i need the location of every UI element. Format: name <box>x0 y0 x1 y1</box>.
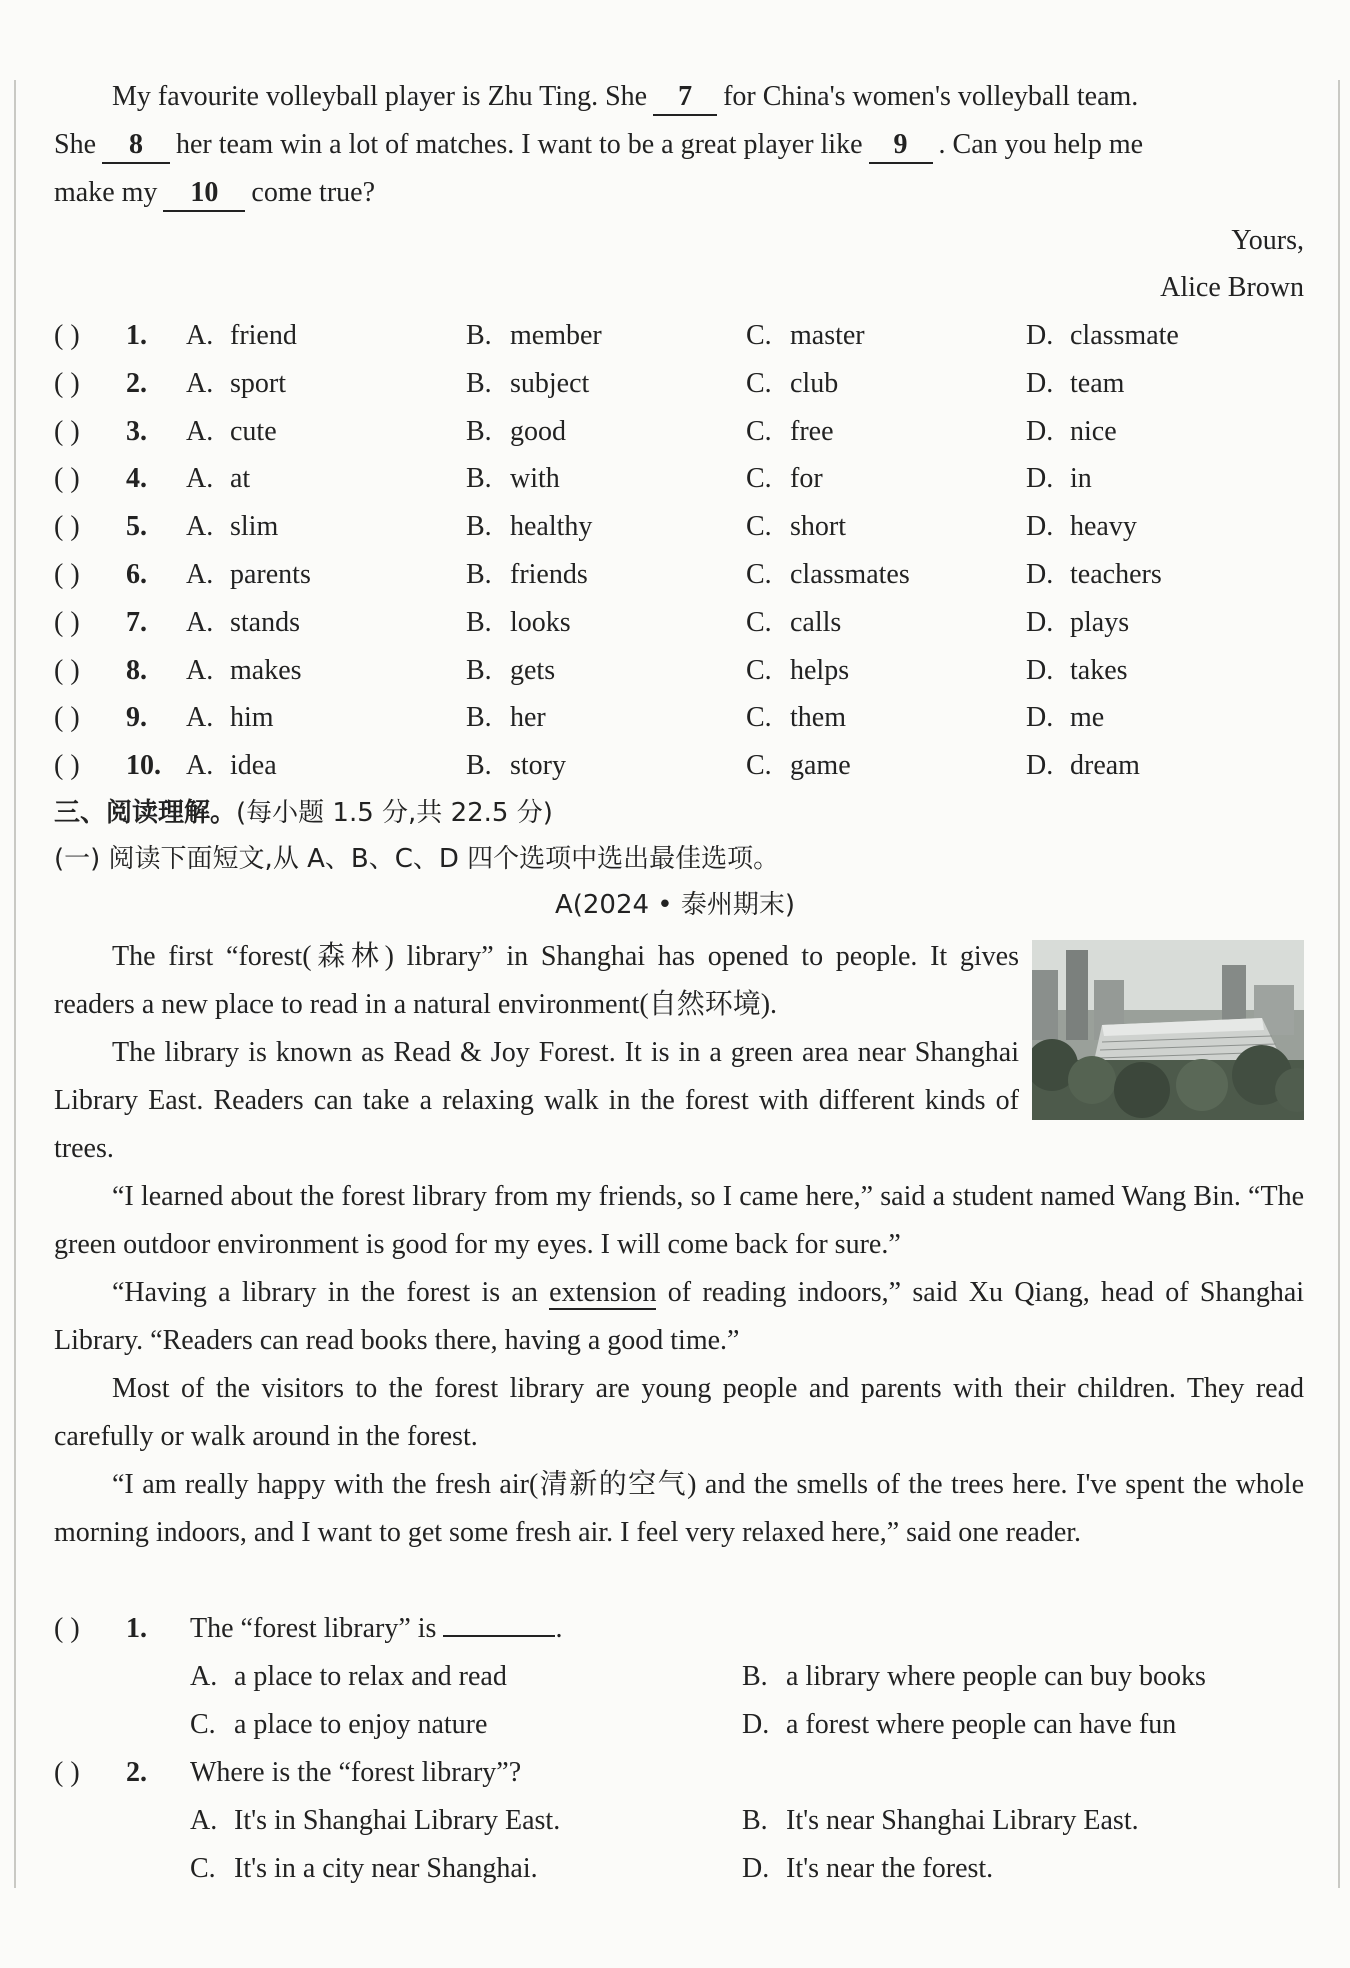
option-letter: D. <box>1026 606 1054 638</box>
cloze-option-a[interactable] <box>186 647 302 695</box>
cloze-option-a[interactable] <box>186 360 286 408</box>
cloze-option-d[interactable] <box>1026 503 1137 551</box>
cloze-number: 7. <box>126 606 147 638</box>
cloze-row-2 <box>54 360 1304 408</box>
cloze-row-10 <box>54 742 1304 790</box>
option-letter: C. <box>190 1853 216 1884</box>
question-number: 1. <box>126 1613 147 1644</box>
option-text: cute <box>230 415 277 447</box>
letter-text: My favourite volleyball player is Zhu Ting. She <box>112 81 648 112</box>
option-text: in <box>1070 463 1092 495</box>
option-text: It's near the forest. <box>786 1853 994 1884</box>
option-text: a library where people can buy books <box>786 1661 1206 1692</box>
letter-text: She <box>54 129 96 160</box>
letter-text: her team win a lot of matches. I want to be a great player like <box>176 129 863 160</box>
question-1-option-d[interactable] <box>742 1701 1176 1749</box>
cloze-option-c[interactable] <box>746 694 846 742</box>
cloze-row-8 <box>54 647 1304 695</box>
library-building-image <box>1032 940 1304 1120</box>
letter-line-1 <box>112 73 1138 121</box>
option-text: stands <box>230 606 300 638</box>
option-letter: A. <box>190 1805 218 1836</box>
option-text: team <box>1070 367 1125 399</box>
option-text: heavy <box>1070 511 1137 543</box>
cloze-option-c[interactable] <box>746 742 851 790</box>
option-letter: A. <box>186 463 214 495</box>
option-text: friend <box>230 320 297 351</box>
option-letter: C. <box>746 511 772 543</box>
cloze-option-b[interactable] <box>466 360 589 408</box>
option-letter: D. <box>1026 367 1054 399</box>
answer-paren[interactable]: ( ) <box>54 702 80 734</box>
cloze-option-b[interactable] <box>466 503 592 551</box>
answer-paren[interactable]: ( ) <box>54 654 80 686</box>
letter-text: for China's women's volleyball team. <box>723 81 1139 112</box>
option-text: short <box>790 511 846 543</box>
option-text: free <box>790 415 834 447</box>
cloze-option-c[interactable] <box>746 312 865 360</box>
cloze-option-c[interactable] <box>746 647 849 695</box>
cloze-option-d[interactable] <box>1026 551 1162 599</box>
cloze-row-5 <box>54 503 1304 551</box>
option-text: sport <box>230 367 286 399</box>
cloze-row-1 <box>54 312 1304 360</box>
cloze-row-4 <box>54 455 1304 503</box>
option-letter: D. <box>1026 320 1054 351</box>
letter-text: come true? <box>251 177 376 208</box>
option-text: slim <box>230 511 279 543</box>
option-letter: B. <box>466 559 492 590</box>
option-letter: B. <box>466 415 492 447</box>
cloze-row-9 <box>54 694 1304 742</box>
question-2-option-b[interactable] <box>742 1797 1139 1845</box>
cloze-option-d[interactable] <box>1026 599 1129 647</box>
option-letter: B. <box>742 1661 768 1692</box>
stem-end: . <box>555 1613 563 1644</box>
option-text: It's in Shanghai Library East. <box>234 1805 561 1836</box>
option-text: looks <box>510 606 571 638</box>
option-text: subject <box>510 367 590 399</box>
option-letter: C. <box>746 702 772 734</box>
question-stem <box>190 1605 562 1653</box>
question-1-option-a[interactable] <box>190 1653 507 1701</box>
option-letter: C. <box>746 654 772 686</box>
option-letter: D. <box>1026 750 1054 782</box>
stem-text: The “forest library” is <box>190 1613 437 1644</box>
question-2-option-c[interactable] <box>190 1845 538 1893</box>
option-text: a place to enjoy nature <box>234 1709 488 1740</box>
cloze-option-b[interactable] <box>466 647 555 695</box>
option-letter: C. <box>746 606 772 638</box>
question-2 <box>54 1749 1304 1797</box>
option-letter: A. <box>190 1661 218 1692</box>
underlined-word-extension: extension <box>549 1277 657 1308</box>
option-text: classmates <box>790 559 910 590</box>
cloze-option-b[interactable] <box>466 742 566 790</box>
cloze-option-d[interactable] <box>1026 694 1104 742</box>
option-letter: D. <box>1026 511 1054 543</box>
option-letter: C. <box>746 415 772 447</box>
passage-label: A(2024 • 泰州期末) <box>554 890 796 920</box>
passage-paragraph-4 <box>54 1269 1304 1365</box>
answer-paren[interactable]: ( ) <box>54 1613 80 1644</box>
cloze-option-a[interactable] <box>186 455 250 503</box>
option-text: makes <box>230 654 302 686</box>
option-text: story <box>510 750 566 782</box>
option-text: calls <box>790 606 842 638</box>
option-text: classmate <box>1070 320 1179 351</box>
stem-blank <box>443 1635 555 1637</box>
option-letter: A. <box>186 415 214 447</box>
option-letter: C. <box>746 559 772 590</box>
option-letter: C. <box>190 1709 216 1740</box>
cloze-option-d[interactable] <box>1026 312 1179 360</box>
answer-paren[interactable]: ( ) <box>54 750 80 782</box>
option-text: takes <box>1070 654 1128 686</box>
section-3-title: 三、阅读理解。 <box>54 798 237 828</box>
option-letter: B. <box>466 463 492 495</box>
option-letter: D. <box>1026 702 1054 734</box>
option-letter: A. <box>186 511 214 543</box>
cloze-option-a[interactable] <box>186 694 274 742</box>
cloze-option-a[interactable] <box>186 599 300 647</box>
question-1-option-c[interactable] <box>190 1701 487 1749</box>
cloze-row-6 <box>54 551 1304 599</box>
cloze-option-d[interactable] <box>1026 742 1140 790</box>
option-text: gets <box>510 654 556 686</box>
cloze-blank-9: 9 <box>869 128 933 164</box>
cloze-number: 3. <box>126 415 147 447</box>
passage-text: “Having a library in the forest is an <box>112 1277 538 1308</box>
cloze-row-3 <box>54 408 1304 456</box>
question-stem: Where is the “forest library”? <box>190 1757 522 1788</box>
option-text: plays <box>1070 606 1130 638</box>
option-text: for <box>790 463 823 495</box>
cloze-blank-7: 7 <box>653 80 717 116</box>
option-text: member <box>510 320 602 351</box>
cloze-option-b[interactable] <box>466 455 560 503</box>
cloze-option-b[interactable] <box>466 408 566 456</box>
option-text: teachers <box>1070 559 1162 590</box>
option-text: me <box>1070 702 1105 734</box>
answer-paren[interactable]: ( ) <box>54 511 80 543</box>
option-letter: D. <box>1026 559 1054 590</box>
option-text: them <box>790 702 846 734</box>
cloze-option-c[interactable] <box>746 360 838 408</box>
passage-paragraph-1: The first “forest(森林) library” in Shanghai has opened to people. It gives readers a new place to read in a natural environment(自然环境). <box>54 941 1019 1020</box>
cloze-number: 1. <box>126 320 147 351</box>
option-letter: D. <box>742 1853 770 1884</box>
cloze-option-b[interactable] <box>466 599 571 647</box>
option-letter: D. <box>1026 415 1054 447</box>
option-letter: C. <box>746 463 772 495</box>
option-text: club <box>790 367 839 399</box>
cloze-blank-10: 10 <box>163 176 245 212</box>
cloze-option-a[interactable] <box>186 408 277 456</box>
option-letter: A. <box>186 702 214 734</box>
cloze-option-b[interactable] <box>466 312 602 360</box>
passage-paragraph-2: The library is known as Read & Joy Forest. It is in a green area near Shanghai Library East. Readers can take a relaxing walk in the forest with different kinds of trees. <box>54 1037 1019 1164</box>
scan-edge-left <box>14 80 16 1888</box>
option-text: nice <box>1070 415 1117 447</box>
cloze-number: 4. <box>126 463 147 495</box>
option-text: a forest where people can have fun <box>786 1709 1177 1740</box>
option-letter: B. <box>466 367 492 399</box>
option-text: It's near Shanghai Library East. <box>786 1805 1139 1836</box>
option-text: at <box>230 463 251 495</box>
option-letter: C. <box>746 367 772 399</box>
cloze-option-a[interactable] <box>186 742 277 790</box>
cloze-number: 9. <box>126 702 147 734</box>
option-text: helps <box>790 654 850 686</box>
answer-paren[interactable]: ( ) <box>54 606 80 638</box>
option-text: parents <box>230 559 311 590</box>
cloze-option-c[interactable] <box>746 599 841 647</box>
option-letter: C. <box>746 320 772 351</box>
scan-edge-right <box>1338 80 1340 1888</box>
letter-text: . Can you help me <box>938 129 1144 160</box>
cloze-option-a[interactable] <box>186 312 297 360</box>
answer-paren[interactable]: ( ) <box>54 367 80 399</box>
option-text: with <box>510 463 560 495</box>
option-letter: B. <box>466 511 492 543</box>
question-2-option-d[interactable] <box>742 1845 993 1893</box>
option-letter: B. <box>466 654 492 686</box>
question-1-option-b[interactable] <box>742 1653 1206 1701</box>
cloze-option-b[interactable] <box>466 551 588 599</box>
letter-closing: Yours, <box>1231 225 1304 256</box>
cloze-row-7 <box>54 599 1304 647</box>
option-letter: A. <box>186 367 214 399</box>
cloze-option-a[interactable] <box>186 551 311 599</box>
passage-text: of reading indoors,” said Xu Qiang, head of Shanghai Library. “Readers can read books there, having a good time.” <box>54 1277 1305 1356</box>
option-letter: C. <box>746 750 772 782</box>
section-3-instruction: (一) 阅读下面短文,从 A、B、C、D 四个选项中选出最佳选项。 <box>54 844 780 874</box>
answer-paren[interactable]: ( ) <box>54 463 80 495</box>
answer-paren[interactable]: ( ) <box>54 559 80 590</box>
option-letter: B. <box>742 1805 768 1836</box>
cloze-option-d[interactable] <box>1026 647 1128 695</box>
option-letter: A. <box>186 559 214 590</box>
cloze-blank-8: 8 <box>102 128 170 164</box>
option-letter: A. <box>186 320 214 351</box>
option-letter: A. <box>186 606 214 638</box>
cloze-option-b[interactable] <box>466 694 546 742</box>
option-letter: B. <box>466 750 492 782</box>
option-letter: A. <box>186 654 214 686</box>
passage-paragraph-6: “I am really happy with the fresh air(清新的空气) and the smells of the trees here. I've spent the whole morning indoors, and I want to get some fresh air. I feel very relaxed here,” said one reader. <box>54 1469 1304 1548</box>
question-number: 2. <box>126 1757 147 1788</box>
option-letter: B. <box>466 606 492 638</box>
option-letter: A. <box>186 750 214 782</box>
option-letter: B. <box>466 320 492 351</box>
cloze-number: 10. <box>126 750 161 782</box>
cloze-option-d[interactable] <box>1026 360 1124 408</box>
option-letter: D. <box>742 1709 770 1740</box>
section-3-score: (每小题 1.5 分,共 22.5 分) <box>236 798 553 828</box>
option-text: dream <box>1070 750 1140 782</box>
question-2-option-a[interactable] <box>190 1797 560 1845</box>
option-text: It's in a city near Shanghai. <box>234 1853 538 1884</box>
section-3-heading <box>54 790 553 836</box>
passage-paragraph-3: “I learned about the forest library from my friends, so I came here,” said a student named Wang Bin. “The green outdoor environment is good for my eyes. I will come back for sure.” <box>54 1181 1304 1260</box>
option-text: a place to relax and read <box>234 1661 507 1692</box>
cloze-number: 6. <box>126 559 147 590</box>
answer-paren[interactable]: ( ) <box>54 1757 80 1788</box>
cloze-option-c[interactable] <box>746 551 910 599</box>
cloze-option-c[interactable] <box>746 503 846 551</box>
option-text: idea <box>230 750 277 782</box>
cloze-option-a[interactable] <box>186 503 278 551</box>
library-photo <box>1032 940 1304 1120</box>
option-letter: B. <box>466 702 492 734</box>
cloze-number: 2. <box>126 367 147 399</box>
option-text: friends <box>510 559 588 590</box>
cloze-option-c[interactable] <box>746 408 834 456</box>
cloze-option-d[interactable] <box>1026 455 1092 503</box>
option-text: healthy <box>510 511 593 543</box>
question-1 <box>54 1605 1304 1653</box>
letter-line-2 <box>54 121 1143 169</box>
letter-line-3 <box>54 169 375 217</box>
option-letter: D. <box>1026 654 1054 686</box>
letter-signature: Alice Brown <box>1160 272 1304 303</box>
letter-text: make my <box>54 177 158 208</box>
option-text: game <box>790 750 851 782</box>
option-text: good <box>510 415 566 447</box>
option-text: him <box>230 702 274 734</box>
option-text: master <box>790 320 865 351</box>
answer-paren[interactable]: ( ) <box>54 320 80 351</box>
cloze-number: 5. <box>126 511 147 543</box>
cloze-option-c[interactable] <box>746 455 823 503</box>
cloze-number: 8. <box>126 654 147 686</box>
cloze-option-d[interactable] <box>1026 408 1117 456</box>
answer-paren[interactable]: ( ) <box>54 415 80 447</box>
option-text: her <box>510 702 546 734</box>
passage-paragraph-5: Most of the visitors to the forest library are young people and parents with their children. They read carefully or walk around in the forest. <box>54 1373 1304 1452</box>
option-letter: D. <box>1026 463 1054 495</box>
